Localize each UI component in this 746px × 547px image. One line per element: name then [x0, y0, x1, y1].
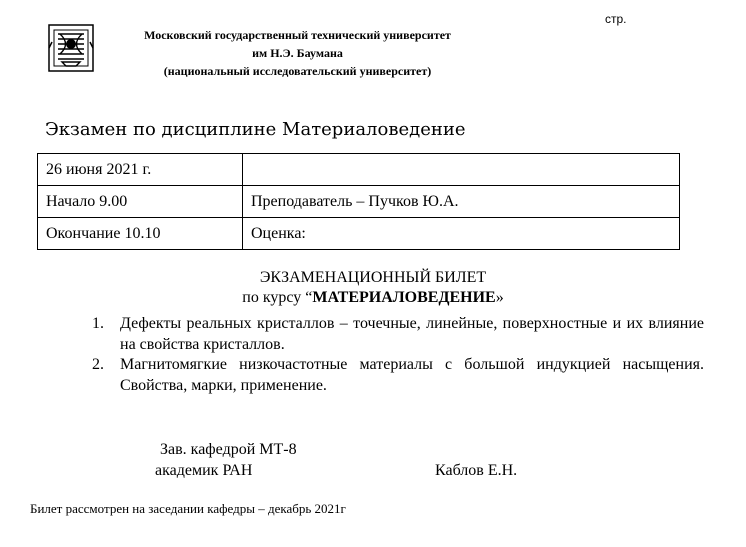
course-line	[0, 288, 746, 308]
table-row	[38, 218, 680, 250]
university-header	[110, 26, 485, 80]
footer-note: Билет рассмотрен на заседании кафедры – декабрь 2021г	[30, 501, 346, 516]
signature-position: Зав. кафедрой МТ-8	[160, 441, 297, 458]
ticket-heading-block	[0, 268, 746, 308]
question-text: Магнитомягкие низкочастотные материалы с большой индукцией насыщения. Свойства, марки, применение.	[120, 356, 704, 394]
university-logo-icon	[46, 22, 96, 74]
question-item	[92, 354, 704, 396]
ticket-heading: ЭКЗАМЕНАЦИОННЫЙ БИЛЕТ	[259, 269, 487, 286]
exam-date-cell: 26 июня 2021 г.	[38, 154, 243, 186]
table-row	[38, 186, 680, 218]
question-number: 1.	[92, 315, 104, 332]
course-prefix: по курсу “	[242, 289, 313, 306]
course-name: МАТЕРИАЛОВЕДЕНИЕ	[312, 289, 496, 306]
question-text: Дефекты реальных кристаллов – точечные, линейные, поверхностные и их влияние на свойства кристаллов.	[120, 315, 704, 353]
course-suffix: »	[495, 289, 504, 306]
signature-title: академик РАН	[155, 462, 253, 479]
grade-cell: Оценка:	[243, 218, 680, 250]
university-name-line1: Московский государственный технический университет	[144, 28, 451, 42]
exam-start-cell: Начало 9.00	[38, 186, 243, 218]
exam-title: Экзамен по дисциплине Материаловедение	[45, 119, 466, 140]
question-item	[92, 313, 704, 355]
table-row	[38, 154, 680, 186]
empty-cell	[243, 154, 680, 186]
signature-name: Каблов Е.Н.	[435, 462, 518, 479]
university-name-line2: им Н.Э. Баумана	[252, 46, 343, 60]
exam-end-cell: Окончание 10.10	[38, 218, 243, 250]
exam-info-table	[37, 153, 680, 250]
page-number-label: стр.	[605, 12, 627, 26]
question-number: 2.	[92, 356, 104, 373]
university-name-line3: (национальный исследовательский университет)	[163, 64, 432, 78]
teacher-cell: Преподаватель – Пучков Ю.А.	[243, 186, 680, 218]
